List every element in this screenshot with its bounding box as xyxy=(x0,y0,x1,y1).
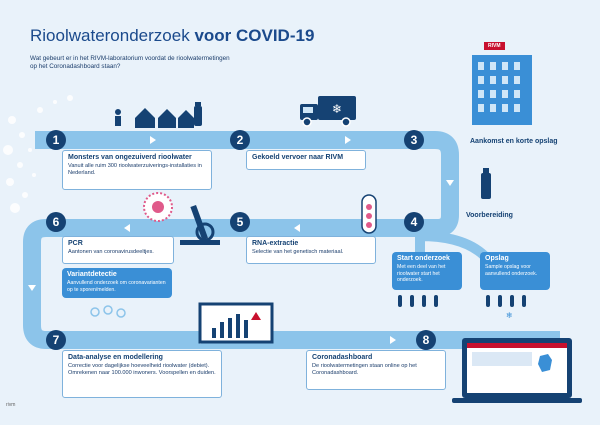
step-3-label: Aankomst en korte opslag xyxy=(470,138,558,145)
step-title: Data-analyse en modellering xyxy=(68,354,163,361)
title-part2: voor COVID-19 xyxy=(194,26,315,45)
step-number: 6 xyxy=(46,212,66,232)
start-title: Start onderzoek xyxy=(397,255,450,262)
opslag-desc: Sample opslag voor aanvullend onderzoek. xyxy=(485,264,538,277)
test-tubes-icon xyxy=(398,295,526,307)
variant-box xyxy=(62,268,172,298)
step-desc: De rioolwatermetingen staan online op het Coronadashboard. xyxy=(312,363,417,376)
step-desc: Selectie van het genetisch materiaal. xyxy=(252,249,344,255)
start-desc: Met een deel van het rioolwater start het onderzoek. xyxy=(397,264,446,283)
credit-text: rivm xyxy=(6,402,16,408)
step-7-box xyxy=(62,350,222,398)
variant-title: Variantdetectie xyxy=(67,271,117,278)
step-title: Gekoeld vervoer naar RIVM xyxy=(252,154,344,161)
variant-desc: Aanvullend onderzoek om coronavarianten op te sporen/melden. xyxy=(67,280,166,293)
opslag-title: Opslag xyxy=(485,255,509,262)
step-number: 4 xyxy=(404,212,424,232)
svg-text:❄: ❄ xyxy=(331,102,343,116)
step-title: PCR xyxy=(68,240,83,247)
snowflake-icon: ❄ xyxy=(506,311,513,320)
rivm-sign: RIVM xyxy=(484,42,505,50)
step-number: 2 xyxy=(230,130,250,150)
step-number: 8 xyxy=(416,330,436,350)
step-number: 3 xyxy=(404,130,424,150)
rivm-building-icon xyxy=(472,55,532,125)
step-desc: Vanuit alle ruim 300 rioolwaterzuiverings-installaties in Nederland. xyxy=(68,163,202,176)
step-8-box xyxy=(306,350,446,390)
step-title: Monsters van ongezuiverd rioolwater xyxy=(68,154,192,161)
sample-bottle-icon xyxy=(481,168,491,199)
step-number: 1 xyxy=(46,130,66,150)
page-title xyxy=(30,26,314,46)
worker-icon xyxy=(115,109,121,126)
test-tube-icon xyxy=(362,195,376,233)
step-number: 7 xyxy=(46,330,66,350)
step-desc: Aantonen van coronavirusdeeltjes. xyxy=(68,249,154,255)
sample-bottle-icon xyxy=(194,102,202,126)
virus-icon xyxy=(144,193,172,221)
laptop-dashboard-icon xyxy=(452,338,582,403)
cooled-truck-icon xyxy=(300,96,356,126)
opslag-box xyxy=(480,252,550,290)
title-part1: Rioolwateronderzoek xyxy=(30,26,190,45)
subtitle: Wat gebeurt er in het RIVM-laboratorium voordat de rioolwatermetingen op het Coronadashboard staan? xyxy=(30,55,230,70)
start-onderzoek-box xyxy=(392,252,462,290)
houses-icon xyxy=(135,108,194,128)
step-5-box xyxy=(246,236,376,264)
step-title: RNA-extractie xyxy=(252,240,299,247)
monitor-chart-icon xyxy=(200,304,272,342)
step-4-label: Voorbereiding xyxy=(466,212,513,219)
step-desc: Correctie voor dagelijkse hoeveelheid rioolwater (debiet). Omrekenen naar 100.000 inwoners. Voorspellen en duiden. xyxy=(68,363,216,376)
step-title: Coronadashboard xyxy=(312,354,373,361)
step-6-box xyxy=(62,236,174,264)
step-number: 5 xyxy=(230,212,250,232)
step-2-box xyxy=(246,150,366,170)
step-1-box xyxy=(62,150,212,190)
droplets-icon xyxy=(91,306,125,317)
